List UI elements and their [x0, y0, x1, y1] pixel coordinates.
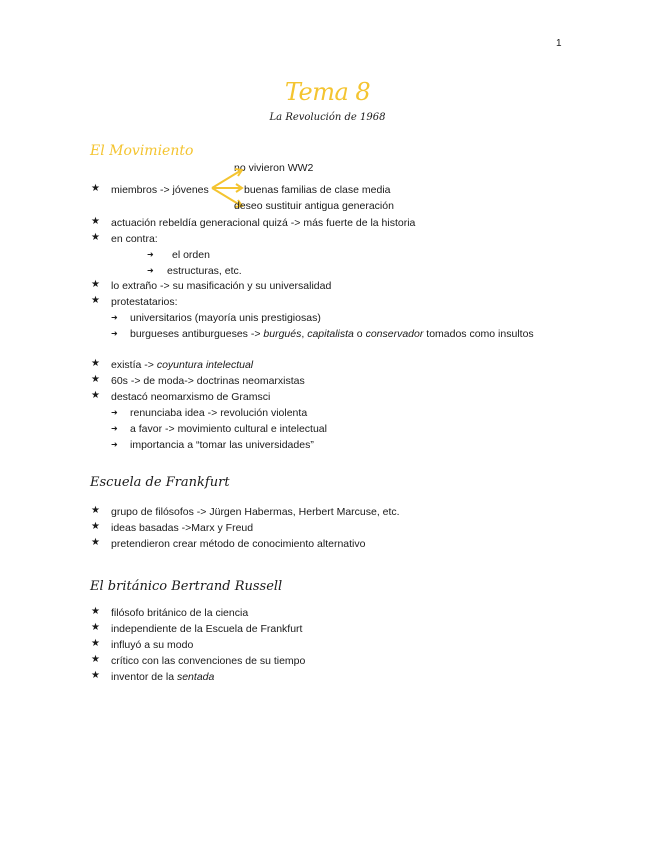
page-number: 1 — [556, 38, 562, 49]
section-heading-russell: El británico Bertrand Russell — [90, 579, 283, 594]
sub-list-item: burgueses antiburgueses -> burgués, capitalista o conservador tomados como insultos — [130, 328, 534, 340]
page-title: Tema 8 — [284, 78, 371, 106]
arrow-bullet-icon: ➜ — [111, 313, 118, 322]
list-item: pretendieron crear método de conocimiento alternativo — [111, 538, 366, 550]
star-bullet-icon: ★ — [91, 537, 100, 548]
star-bullet-icon: ★ — [91, 390, 100, 401]
star-bullet-icon: ★ — [91, 670, 100, 681]
list-item: influyó a su modo — [111, 639, 194, 651]
star-bullet-icon: ★ — [91, 183, 100, 194]
list-item: existía -> coyuntura intelectual — [111, 359, 254, 371]
sub-list-item: estructuras, etc. — [167, 265, 242, 277]
arrow-bullet-icon: ➜ — [111, 329, 118, 338]
sub-list-item: a favor -> movimiento cultural e intelectual — [130, 423, 327, 435]
star-bullet-icon: ★ — [91, 622, 100, 633]
list-item: grupo de filósofos -> Jürgen Habermas, Herbert Marcuse, etc. — [111, 506, 400, 518]
section-heading-movimiento: El Movimiento — [90, 143, 194, 159]
branch-text-mid: buenas familias de clase media — [244, 184, 391, 196]
star-bullet-icon: ★ — [91, 295, 100, 306]
arrow-bullet-icon: ➜ — [147, 250, 154, 259]
branch-text-top: no vivieron WW2 — [234, 162, 314, 174]
list-item: protestatarios: — [111, 296, 178, 308]
star-bullet-icon: ★ — [91, 279, 100, 290]
sub-list-item: renunciaba idea -> revolución violenta — [130, 407, 308, 419]
star-bullet-icon: ★ — [91, 505, 100, 516]
arrow-bullet-icon: ➜ — [147, 266, 154, 275]
list-item: destacó neomarxismo de Gramsci — [111, 391, 271, 403]
list-item: miembros -> jóvenes — [111, 184, 209, 196]
list-item: filósofo británico de la ciencia — [111, 607, 249, 619]
list-item: ideas basadas ->Marx y Freud — [111, 522, 254, 534]
arrow-bullet-icon: ➜ — [111, 424, 118, 433]
star-bullet-icon: ★ — [91, 521, 100, 532]
list-item: crítico con las convenciones de su tiempo — [111, 655, 306, 667]
section-heading-frankfurt: Escuela de Frankfurt — [90, 475, 230, 490]
sub-list-item: importancia a “tomar las universidades” — [130, 439, 314, 451]
page-subtitle: La Revolución de 1968 — [269, 112, 386, 123]
star-bullet-icon: ★ — [91, 374, 100, 385]
arrow-bullet-icon: ➜ — [111, 408, 118, 417]
star-bullet-icon: ★ — [91, 358, 100, 369]
list-item: lo extraño -> su masificación y su universalidad — [111, 280, 332, 292]
branch-text-bottom: deseo sustituir antigua generación — [234, 200, 394, 212]
list-item: 60s -> de moda-> doctrinas neomarxistas — [111, 375, 305, 387]
list-item: actuación rebeldía generacional quizá -> más fuerte de la historia — [111, 217, 416, 229]
star-bullet-icon: ★ — [91, 232, 100, 243]
star-bullet-icon: ★ — [91, 606, 100, 617]
list-item: inventor de la sentada — [111, 671, 215, 683]
list-item: en contra: — [111, 233, 158, 245]
star-bullet-icon: ★ — [91, 216, 100, 227]
star-bullet-icon: ★ — [91, 638, 100, 649]
list-item: independiente de la Escuela de Frankfurt — [111, 623, 303, 635]
sub-list-item: universitarios (mayoría unis prestigiosas) — [130, 312, 321, 324]
star-bullet-icon: ★ — [91, 654, 100, 665]
sub-list-item: el orden — [172, 249, 210, 261]
arrow-bullet-icon: ➜ — [111, 440, 118, 449]
